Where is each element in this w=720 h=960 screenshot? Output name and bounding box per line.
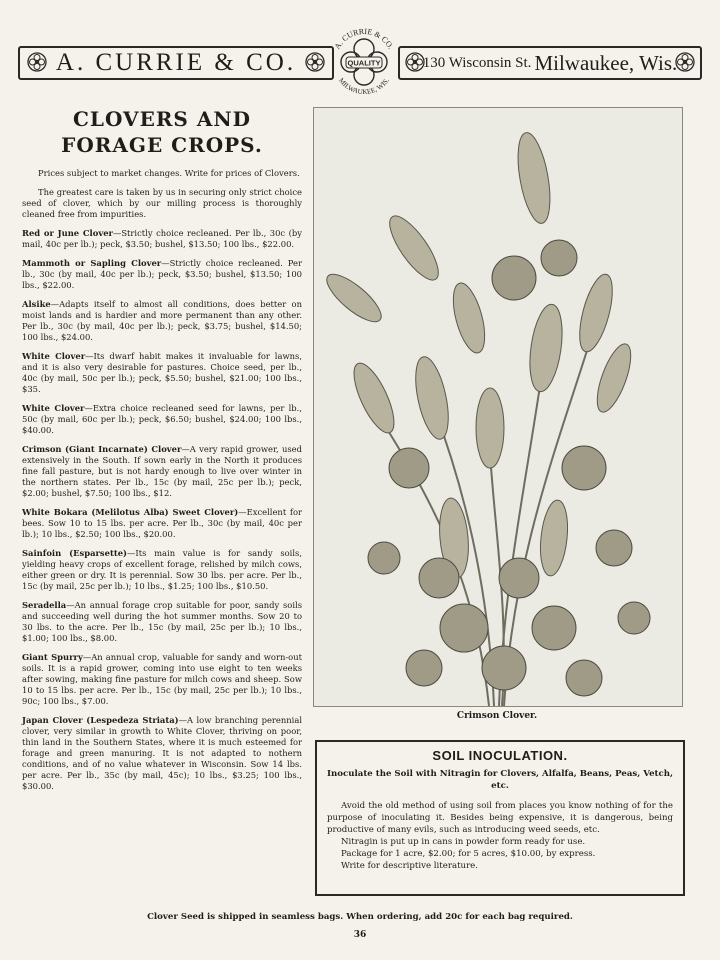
product-name: Crimson (Giant Incarnate) Clover — [22, 444, 182, 454]
product-description: —Its main value is for sandy soils, yielding heavy crops of excellent forage, relished by milch cows, either green or dry. It is perennial. Sow 30 lbs. per acre. Per lb., 15c (by mail, 25c per lb.); 10 lbs., $1.25; 100 lbs., $10.50. — [22, 548, 303, 591]
clover-illustration — [314, 108, 682, 706]
section-title-line1: CLOVERS AND — [73, 107, 251, 131]
product-entries — [22, 228, 302, 792]
product-entry — [22, 548, 302, 592]
product-entry — [22, 403, 302, 436]
address-city: Milwaukee, Wis. — [534, 50, 678, 75]
photo-caption: Crimson Clover. — [456, 711, 538, 721]
section-title — [22, 106, 302, 158]
product-name: Japan Clover (Lespedeza Striata) — [22, 715, 179, 725]
crimson-clover-photo — [313, 107, 683, 707]
seal-top-text: A. CURRIE & CO. — [332, 26, 396, 51]
soil-title: SOIL INOCULATION. — [432, 748, 568, 763]
product-entry — [22, 444, 302, 499]
company-name: A. CURRIE & CO. — [55, 49, 297, 76]
product-description: —Strictly choice recleaned. Per lb., 30c (by mail, 40c per lb.); peck, $3.50; bushel, $13.50; 100 lbs., $22.00. — [22, 258, 303, 290]
product-name: White Bokara (Melilotus Alba) Sweet Clover) — [22, 507, 239, 517]
address-street: 130 Wisconsin St. — [422, 54, 532, 71]
product-description: —Strictly choice recleaned. Per lb., 30c (by mail, 40c per lb.); peck, $3.50; bushel, $13.50; 100 lbs., $22.00. — [22, 228, 302, 249]
product-name: Alsike — [22, 299, 51, 309]
product-entry — [22, 228, 302, 250]
intro-paragraph: The greatest care is taken by us in securing only strict choice seed of clover, which by our milling process is thoroughly cleaned free from impurities. — [22, 187, 302, 219]
product-entry — [22, 258, 302, 291]
product-name: Red or June Clover — [22, 228, 113, 238]
svg-text:MILWAUKEE, WIS. — [337, 77, 391, 97]
product-description: —An annual forage crop suitable for poor, sandy soils and succeeding well during the hot summer months. Sow 20 to 30 lbs. to the acre. Per lb., 15c (by mail, 25c per lb.); 10 lbs., $1.00; 100 lbs., $8.00. — [22, 600, 302, 643]
product-name: Giant Spurry — [22, 652, 83, 662]
product-description: —Excellent for bees. Sow 10 to 15 lbs. per acre. Per lb., 30c (by mail, 40c per lb.); 10 lbs., $2.50; 100 lbs., $20.00. — [22, 507, 302, 539]
product-description: —A low branching perennial clover, very similar in growth to White Clover, thriving on poor, thin land in the Southern States, where it is much esteemed for forage and green manuring. It is not adapted to nothern conditions, and of no value whatever in Wisconsin. Sow 14 lbs. per acre. Per lb., 35c (by mail, 45c); 10 lbs., $3.25; 100 lbs., $30.00. — [22, 715, 302, 791]
page-number: 36 — [353, 930, 367, 940]
clover-listing-column — [22, 106, 302, 800]
product-entry — [22, 507, 302, 540]
product-description: —Adapts itself to almost all conditions, does better on moist lands and is hardier and more permanent than any other. Per lb., 30c (by mail, 40c per lb.); peck, $3.75; bushel, $14.50; 100 lbs., $24.00. — [22, 299, 302, 342]
product-description: —Extra choice recleaned seed for lawns, per lb., 50c (by mail, 60c per lb.); peck, $6.50; bushel, $24.00; 100 lbs., $40.00. — [22, 403, 302, 435]
section-title-line2: FORAGE CROPS. — [61, 133, 263, 157]
product-name: White Clover — [22, 403, 85, 413]
quality-seal-logo — [326, 22, 402, 102]
product-description: —Its dwarf habit makes it invaluable for lawns, and it is also very desirable for pastures. Choice seed, per lb., 40c (by mail, 50c per lb.); peck, $5.50; bushel, $21.00; 100 lbs., $35. — [22, 351, 302, 394]
rosette-ornament-icon — [674, 51, 696, 73]
product-name: Seradella — [22, 600, 67, 610]
product-entry — [22, 351, 302, 395]
rosette-ornament-icon — [304, 51, 326, 73]
soil-line: Nitragin is put up in cans in powder form ready for use. — [341, 837, 586, 847]
soil-line: Write for descriptive literature. — [341, 861, 478, 871]
product-description: —A very rapid grower, used extensively in the South. If sown early in the North it produces fine fall pasture, but is not hardy enough to live over winter in the northern states. Per lb., 15c (by mail, 25c per lb.); peck, $2.00; bushel, $7.50; 100 lbs., $12. — [22, 444, 302, 498]
product-name: Mammoth or Sapling Clover — [22, 258, 162, 268]
soil-subtitle: Inoculate the Soil with Nitragin for Clovers, Alfalfa, Beans, Peas, Vetch, etc. — [327, 769, 674, 791]
rosette-ornament-icon — [26, 51, 48, 73]
product-name: Sainfoin (Esparsette) — [22, 548, 128, 558]
address-plate — [398, 46, 702, 80]
page-header — [10, 22, 710, 102]
company-nameplate — [18, 46, 334, 80]
intro-paragraph: Prices subject to market changes. Write for prices of Clovers. — [38, 168, 300, 178]
soil-line: Package for 1 acre, $2.00; for 5 acres, $10.00, by express. — [341, 849, 596, 859]
shipping-note: Clover Seed is shipped in seamless bags. When ordering, add 20c for each bag required. — [147, 912, 573, 922]
seal-bottom-text: MILWAUKEE, WIS. — [337, 76, 391, 97]
product-entry — [22, 652, 302, 707]
soil-body: Avoid the old method of using soil from places you know nothing of for the purpose of inoculating it. Besides being expensive, it is dangerous, being productive of many evils, such as introducing weed seeds, etc. — [327, 801, 673, 835]
soil-inoculation-box — [315, 740, 685, 896]
product-description: —An annual crop, valuable for sandy and worn-out soils. It is a rapid grower, coming into use eight to ten weeks after sowing, making fine pasture for milch cows and sheep. Sow 10 to 15 lbs. per acre. Per lb., 15c (by mail, 25c per lb.); 10 lbs., 90c; 100 lbs., $7.00. — [22, 652, 302, 706]
product-entry — [22, 600, 302, 644]
seal-center-text: QUALITY — [347, 58, 381, 68]
product-name: White Clover — [22, 351, 86, 361]
product-entry — [22, 715, 302, 792]
rosette-ornament-icon — [404, 51, 426, 73]
product-entry — [22, 299, 302, 343]
